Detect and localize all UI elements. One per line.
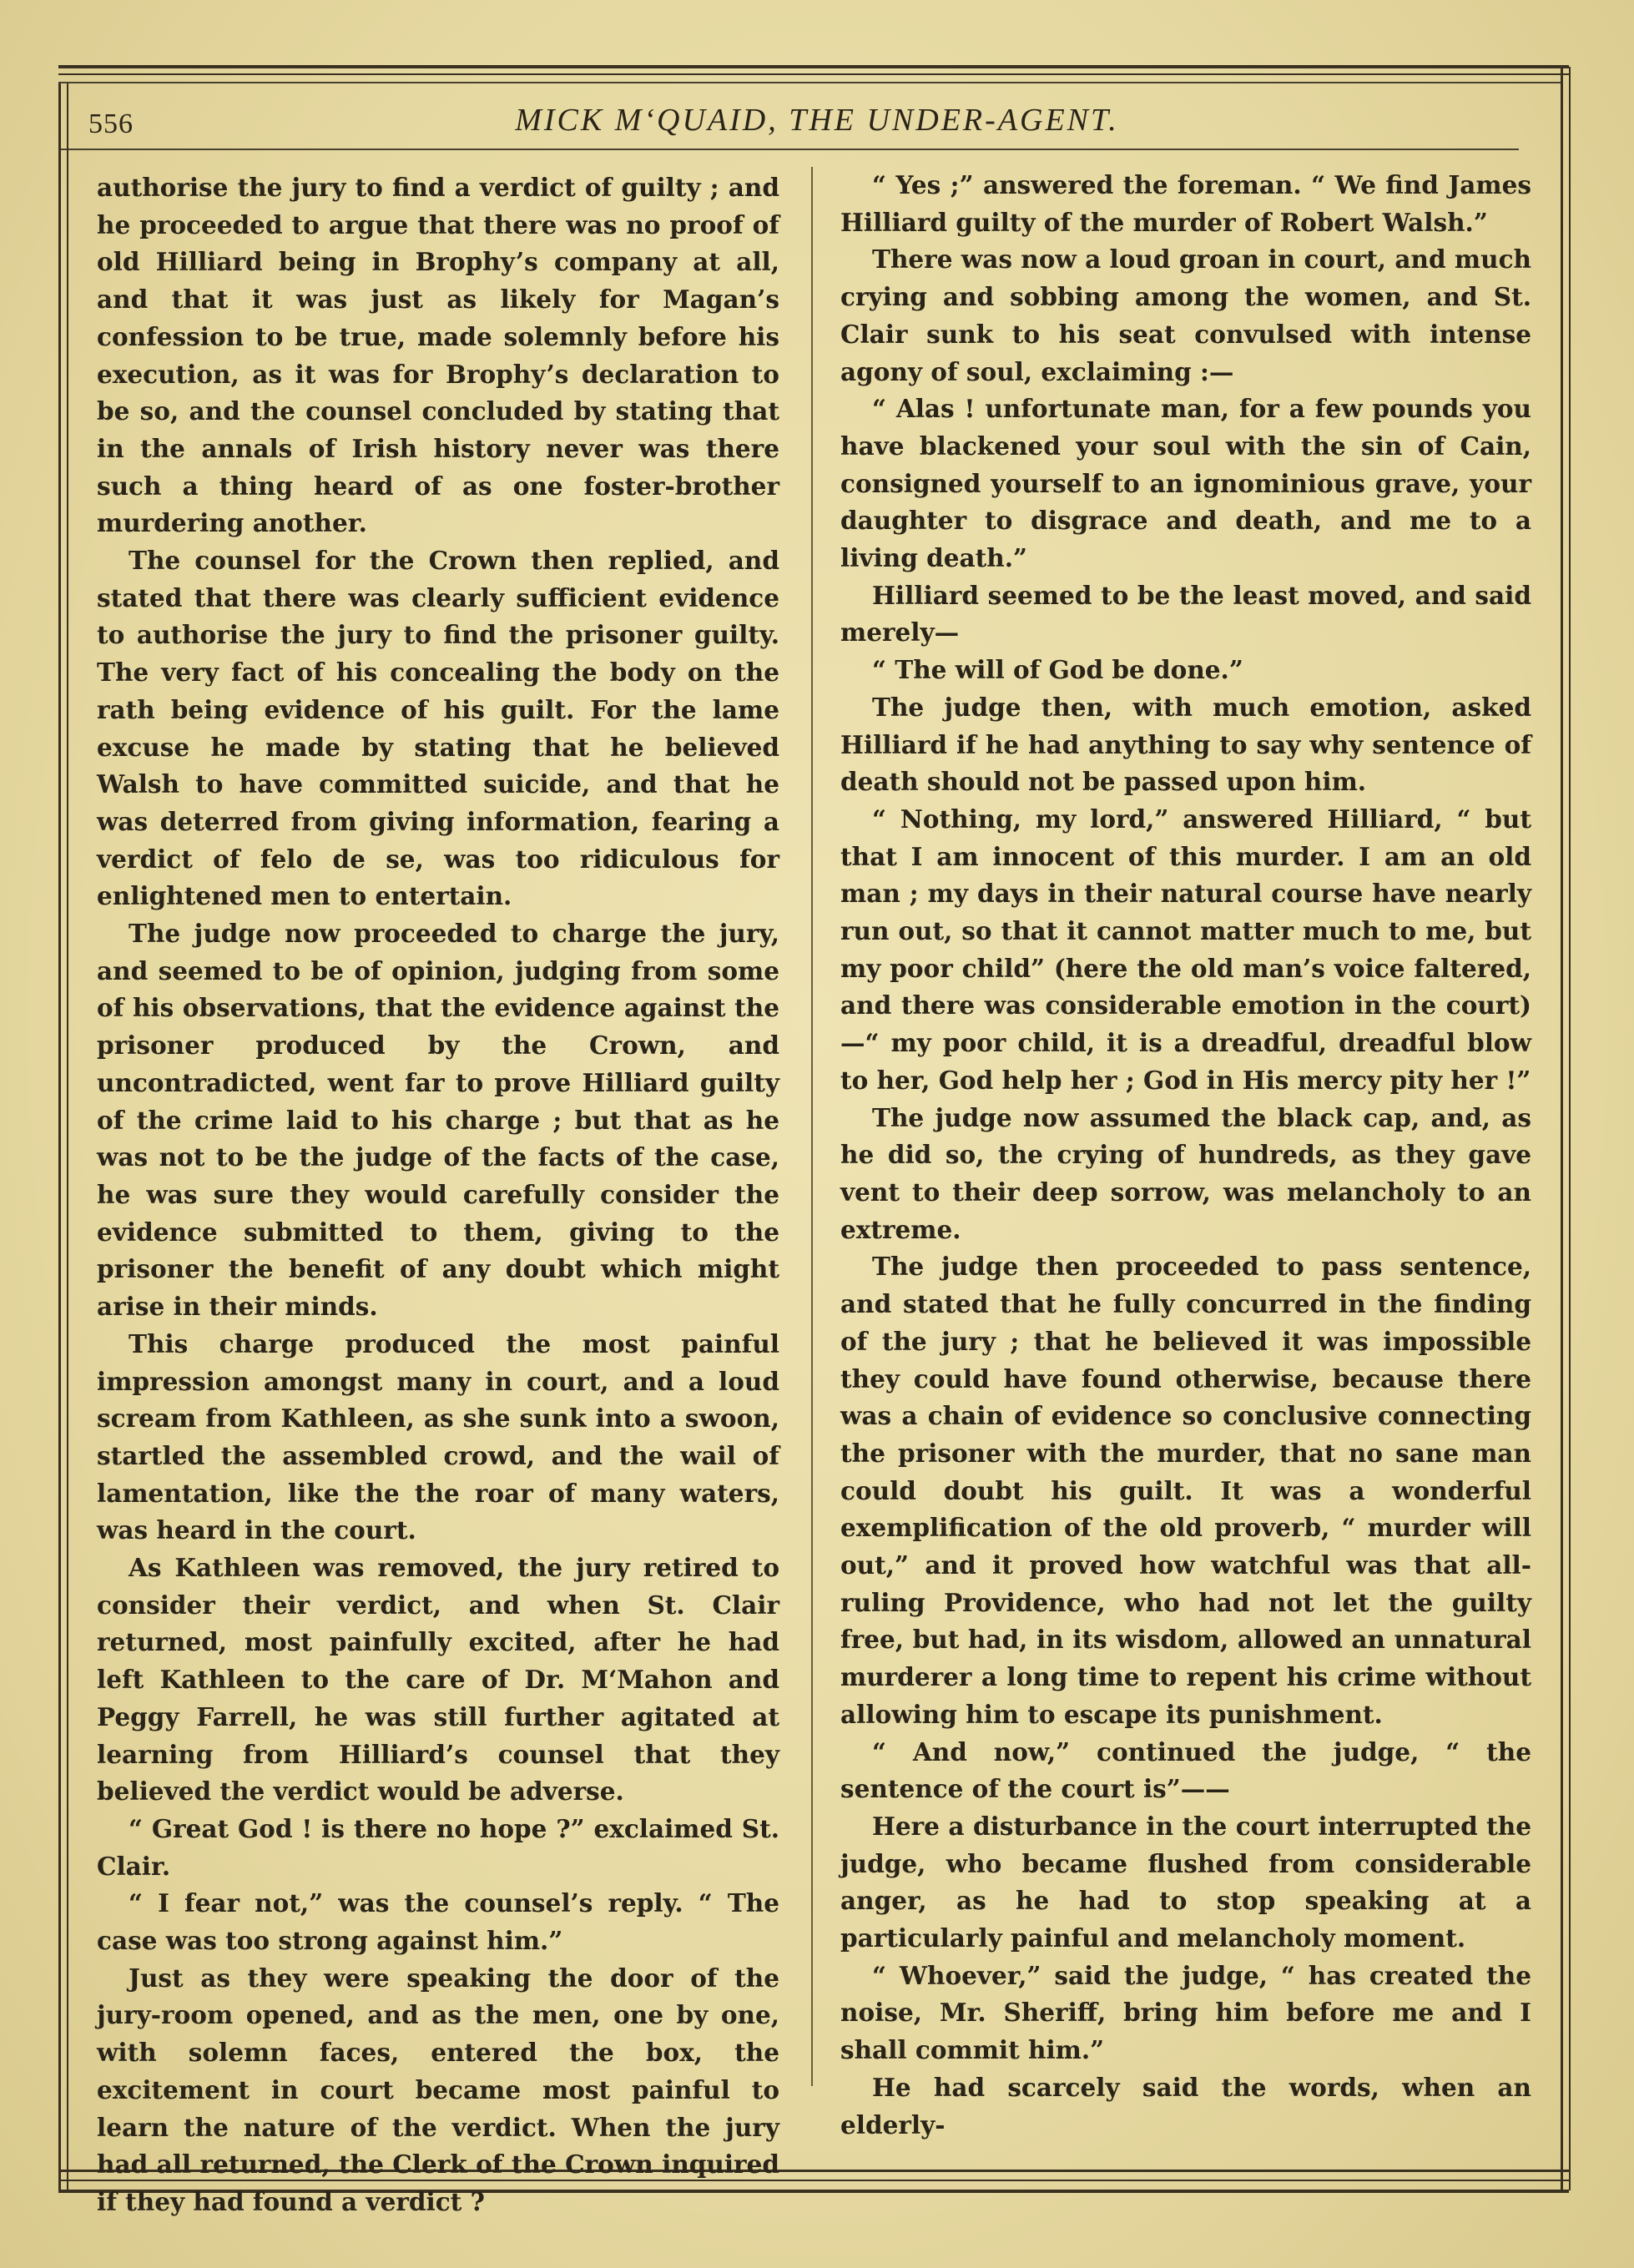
running-title: MICK M‘QUAID, THE UNDER-AGENT. bbox=[515, 103, 1119, 138]
right-column bbox=[840, 167, 1531, 2144]
paragraph: As Kathleen was removed, the jury retired to consider their verdict, and when St. Clair returned, most painfully excited, after he had left Kathleen to the care of Dr. M‘Mahon and Peggy Farrell, he was still further agitated at learning from Hilliard’s counsel that they believed the verdict would be adverse. bbox=[97, 1553, 779, 1807]
left-border bbox=[67, 83, 68, 2190]
paragraph: Hilliard seemed to be the least moved, and said merely— bbox=[840, 580, 1531, 648]
paragraph: “ I fear not,” was the counsel’s reply. “ The case was too strong against him.” bbox=[97, 1888, 779, 1956]
paragraph: Here a disturbance in the court interrupted the judge, who became flushed from considerable anger, as he had to stop speaking at a particularly painful and melancholy moment. bbox=[840, 1811, 1531, 1953]
paragraph: “ And now,” continued the judge, “ the sentence of the court is”—— bbox=[840, 1736, 1531, 1804]
left-column bbox=[97, 169, 779, 2221]
paragraph: Just as they were speaking the door of the jury-room opened, and as the men, one by one, with solemn faces, entered the box, the excitement in court became most painful to learn the nature of the verdict. When the jury had all returned, the Clerk of the Crown inquired if they had found a verdict ? bbox=[97, 1963, 779, 2216]
paragraph: “ Nothing, my lord,” answered Hilliard, “ but that I am innocent of this murder. I am an old man ; my days in their natural course have nearly run out, so that it cannot matter much to me, but my poor child” (here the old man’s voice faltered, and there was considerable emotion in the court)—“ my poor child, it is a dreadful, dreadful blow to her, God help her ; God in His mercy pity her !” bbox=[840, 804, 1531, 1095]
header-rule bbox=[58, 149, 1519, 150]
paragraph: The judge then proceeded to pass sentence, and stated that he fully concurred in the finding of the jury ; that he believed it was impossible they could have found otherwise, because there was a chain of evidence so conclusive connecting the prisoner with the murder, that no sane man could doubt his guilt. It was a wonderful exemplification of the old proverb, “ murder will out,” and it proved how watchful was that all-ruling Providence, who had not let the guilty free, but had, in its wisdom, allowed an unnatural murderer a long time to repent his crime without allowing him to escape its punishment. bbox=[840, 1252, 1531, 1729]
column-divider bbox=[811, 167, 813, 2086]
paragraph: The counsel for the Crown then replied, and stated that there was clearly sufficient evidence to authorise the jury to find the prisoner guilty. The very fact of his concealing the body on the rath being evidence of his guilt. For the lame excuse he made by stating that he believed Walsh to have committed suicide, and that he was deterred from giving information, fearing a verdict of felo de se, was too ridiculous for enlightened men to entertain. bbox=[97, 546, 779, 911]
paragraph: “ The will of God be done.” bbox=[872, 655, 1243, 685]
right-border bbox=[1561, 67, 1563, 2190]
right-border bbox=[1569, 67, 1571, 2190]
paragraph: The judge then, with much emotion, asked Hilliard if he had anything to say why sentence of death should not be passed upon him. bbox=[840, 692, 1531, 797]
paragraph: He had scarcely said the words, when an elderly- bbox=[840, 2072, 1531, 2139]
paragraph: “ Yes ;” answered the foreman. “ We find James Hilliard guilty of the murder of Robert Walsh.” bbox=[840, 170, 1531, 237]
paragraph: “ Great God ! is there no hope ?” exclaimed St. Clair. bbox=[97, 1813, 779, 1881]
paragraph: The judge now proceeded to charge the jury, and seemed to be of opinion, judging from some of his observations, that the evidence against the prisoner produced by the Crown, and uncontradicted, went far to prove Hilliard guilty of the crime laid to his charge ; but that as he was not to be the judge of the facts of the case, he was sure they would carefully consider the evidence submitted to them, giving to the prisoner the benefit of any doubt which might arise in their minds. bbox=[97, 919, 779, 1322]
top-rule bbox=[58, 82, 1561, 83]
top-rule bbox=[58, 73, 1569, 75]
paragraph: The judge now assumed the black cap, and, as he did so, the crying of hundreds, as they gave vent to their deep sorrow, was melancholy to an extreme. bbox=[840, 1102, 1531, 1244]
paragraph: authorise the jury to find a verdict of guilty ; and he proceeded to argue that there was no proof of old Hilliard being in Brophy’s company at all, and that it was just as likely for Magan’s confession to be true, made solemnly before his execution, as it was for Brophy’s declaration to be so, and the counsel concluded by stating that in the annals of Irish history never was there such a thing heard of as one foster-brother murdering another. bbox=[97, 173, 779, 538]
paragraph: This charge produced the most painful impression amongst many in court, and a loud scream from Kathleen, as she sunk into a swoon, startled the assembled crowd, and the wail of lamentation, like the the roar of many waters, was heard in the court. bbox=[97, 1328, 779, 1545]
top-rule bbox=[58, 65, 1569, 68]
paragraph: “ Whoever,” said the judge, “ has created the noise, Mr. Sheriff, bring him before me and I shall commit him.” bbox=[840, 1960, 1531, 2065]
left-border bbox=[58, 83, 61, 2190]
paragraph: There was now a loud groan in court, and much crying and sobbing among the women, and St. Clair sunk to his seat convulsed with intense agony of soul, exclaiming :— bbox=[840, 244, 1531, 386]
paragraph: “ Alas ! unfortunate man, for a few pounds you have blackened your soul with the sin of Cain, consigned yourself to an ignominious grave, your daughter to disgrace and death, and me to a living death.” bbox=[840, 394, 1531, 573]
page-number: 556 bbox=[88, 108, 134, 139]
